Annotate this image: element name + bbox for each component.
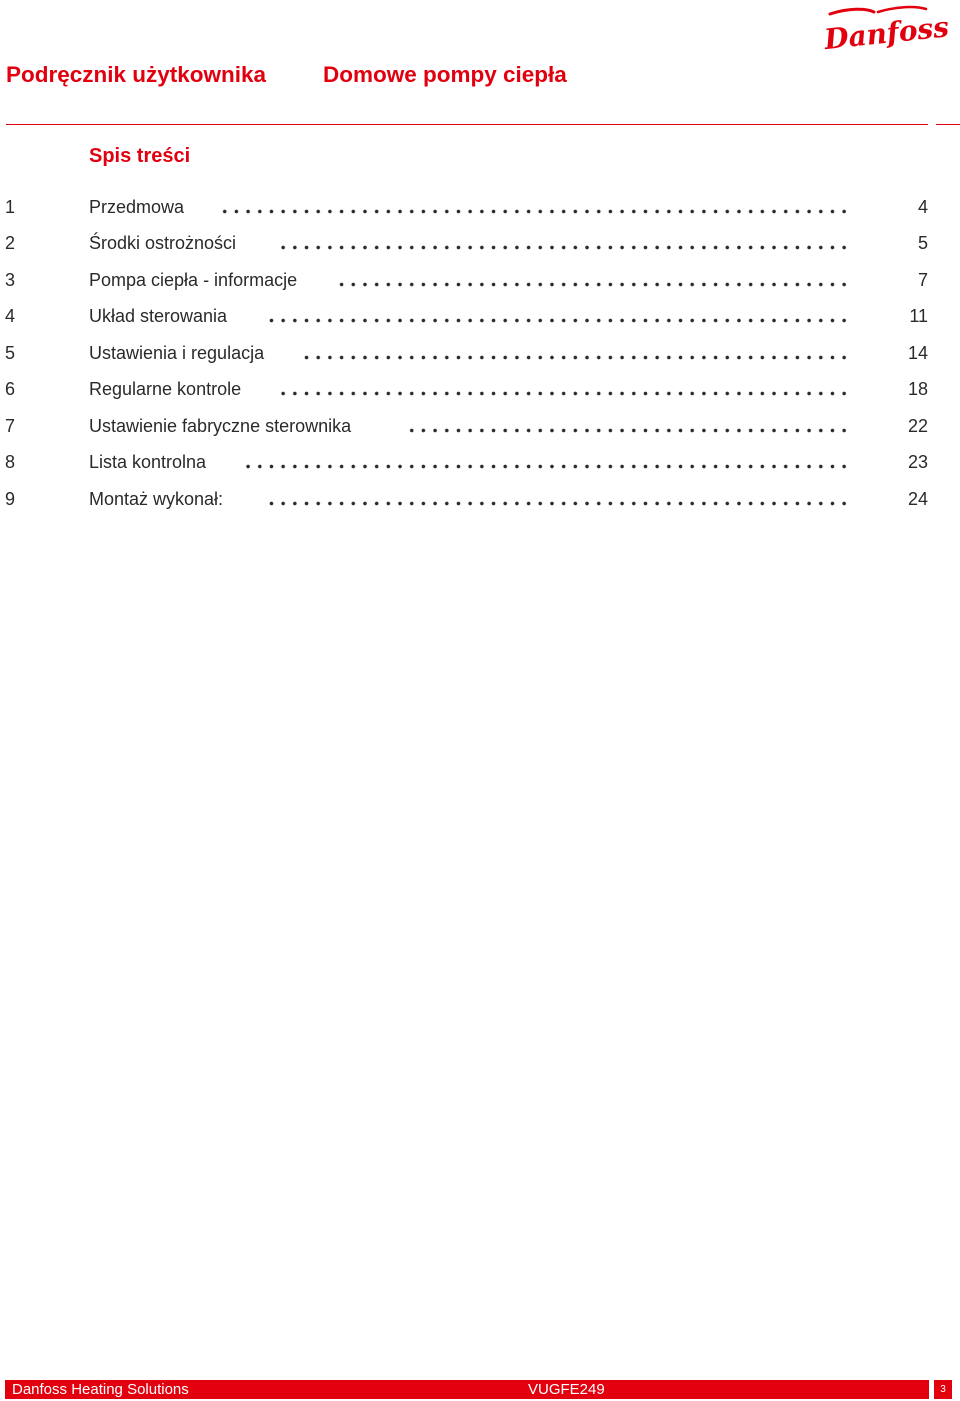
toc-item-number: 2 xyxy=(5,233,16,253)
dot-leader xyxy=(280,391,850,396)
toc-item[interactable] xyxy=(0,374,960,404)
toc-item-number: 9 xyxy=(5,489,16,509)
header-divider-short xyxy=(936,124,960,125)
toc-item-label: Regularne kontrole xyxy=(89,379,242,399)
toc-item-page: 7 xyxy=(917,270,928,290)
toc-item-label: Montaż wykonał: xyxy=(89,489,224,509)
toc-item-label: Ustawienia i regulacja xyxy=(89,343,265,363)
toc-item-page: 22 xyxy=(907,416,928,436)
dot-leader xyxy=(303,355,850,360)
toc-heading: Spis treści xyxy=(89,145,191,167)
toc-item[interactable] xyxy=(0,265,960,295)
toc-item-label: Lista kontrolna xyxy=(89,452,207,472)
dot-leader xyxy=(243,464,850,469)
toc-item-number: 8 xyxy=(5,452,16,472)
danfoss-logo xyxy=(818,4,951,57)
toc-item-number: 6 xyxy=(5,379,16,399)
product-title: Domowe pompy ciepła xyxy=(323,62,567,87)
toc-item[interactable] xyxy=(0,411,960,441)
toc-item-page: 4 xyxy=(917,197,928,217)
toc-item-page: 24 xyxy=(907,489,928,509)
toc-item-number: 5 xyxy=(5,343,16,363)
toc-item[interactable] xyxy=(0,338,960,368)
toc-item[interactable] xyxy=(0,301,960,331)
toc-item-label: Przedmowa xyxy=(89,197,185,217)
toc-item-label: Pompa ciepła - informacje xyxy=(89,270,298,290)
toc-item-page: 5 xyxy=(917,233,928,253)
dot-leader xyxy=(222,209,850,214)
toc-item[interactable] xyxy=(0,228,960,258)
dot-leader xyxy=(337,282,850,287)
page-number: 3 xyxy=(934,1380,952,1399)
toc-item[interactable] xyxy=(0,192,960,222)
toc-item[interactable] xyxy=(0,447,960,477)
toc-item-page: 14 xyxy=(907,343,928,363)
footer-bar xyxy=(5,1380,929,1399)
footer-doc-code: VUGFE249 xyxy=(528,1381,605,1398)
svg-text:Danfoss: Danfoss xyxy=(822,10,951,57)
toc-item-label: Ustawienie fabryczne sterownika xyxy=(89,416,352,436)
toc-item-page: 11 xyxy=(909,306,928,326)
manual-title: Podręcznik użytkownika xyxy=(6,62,267,87)
toc-item-number: 1 xyxy=(5,197,16,217)
dot-leader xyxy=(265,318,850,323)
toc-item-label: Środki ostrożności xyxy=(89,233,237,253)
toc-item-label: Układ sterowania xyxy=(89,306,228,326)
dot-leader xyxy=(274,245,850,250)
header-divider xyxy=(6,124,928,125)
toc-item-number: 4 xyxy=(5,306,16,326)
toc-item-page: 18 xyxy=(907,379,928,399)
toc-item-number: 3 xyxy=(5,270,16,290)
toc-item-number: 7 xyxy=(5,416,16,436)
footer-company: Danfoss Heating Solutions xyxy=(12,1381,189,1398)
dot-leader xyxy=(403,428,850,433)
toc-item[interactable] xyxy=(0,484,960,514)
toc-item-page: 23 xyxy=(907,452,928,472)
dot-leader xyxy=(263,501,850,506)
